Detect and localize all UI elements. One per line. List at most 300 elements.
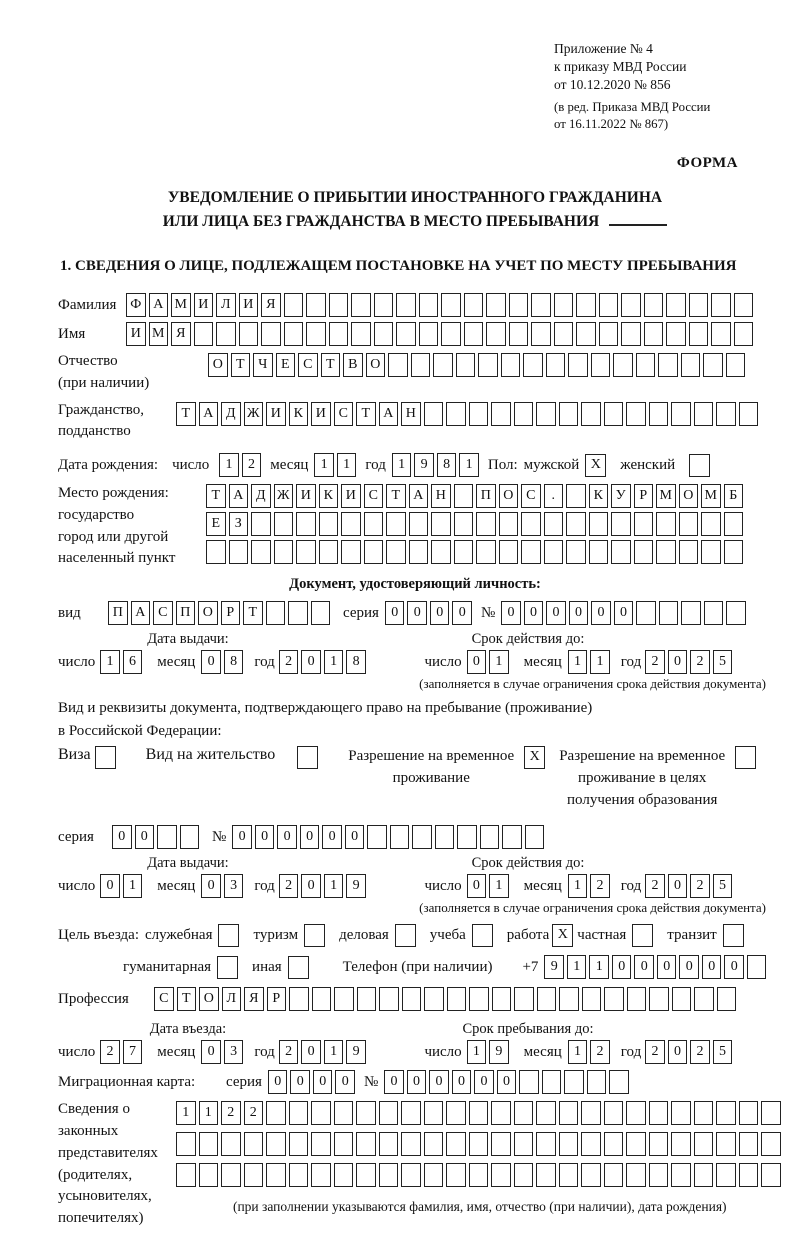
mig-series-input[interactable] (268, 1070, 358, 1094)
char-box[interactable]: 0 (268, 1070, 288, 1094)
char-box[interactable] (536, 402, 556, 426)
char-box[interactable] (649, 1101, 669, 1125)
char-box[interactable] (666, 322, 686, 346)
char-box[interactable]: П (176, 601, 196, 625)
char-box[interactable] (441, 322, 461, 346)
char-box[interactable] (734, 322, 754, 346)
visa-checkbox[interactable] (95, 746, 116, 769)
char-box[interactable]: 0 (569, 601, 589, 625)
char-box[interactable] (401, 1101, 421, 1125)
char-box[interactable] (576, 322, 596, 346)
legal-reps-input-row2[interactable] (176, 1132, 784, 1156)
char-box[interactable] (739, 1132, 759, 1156)
purpose-private-checkbox[interactable] (632, 924, 653, 947)
profession-input[interactable] (154, 987, 739, 1011)
char-box[interactable]: 1 (568, 1040, 588, 1064)
char-box[interactable]: А (409, 484, 429, 508)
char-box[interactable] (613, 353, 633, 377)
char-box[interactable] (611, 512, 631, 536)
char-box[interactable] (296, 512, 316, 536)
char-box[interactable] (419, 293, 439, 317)
residence-permit-checkbox[interactable] (297, 746, 318, 769)
char-box[interactable] (469, 987, 489, 1011)
char-box[interactable] (486, 293, 506, 317)
char-box[interactable] (311, 1163, 331, 1187)
char-box[interactable] (289, 987, 309, 1011)
char-box[interactable]: 1 (568, 874, 588, 898)
char-box[interactable]: 0 (301, 650, 321, 674)
char-box[interactable] (761, 1101, 781, 1125)
char-box[interactable]: 2 (244, 1101, 264, 1125)
char-box[interactable] (649, 1163, 669, 1187)
char-box[interactable] (724, 512, 744, 536)
char-box[interactable]: 1 (567, 955, 587, 979)
purpose-study-checkbox[interactable] (472, 924, 493, 947)
stay-month-input[interactable] (568, 1040, 613, 1064)
char-box[interactable]: 1 (589, 955, 609, 979)
char-box[interactable] (289, 1132, 309, 1156)
purpose-humanitarian-checkbox[interactable] (217, 956, 238, 979)
char-box[interactable] (274, 512, 294, 536)
char-box[interactable] (537, 987, 557, 1011)
char-box[interactable]: 0 (524, 601, 544, 625)
char-box[interactable] (559, 1101, 579, 1125)
char-box[interactable] (649, 987, 669, 1011)
char-box[interactable]: П (108, 601, 128, 625)
char-box[interactable] (478, 353, 498, 377)
char-box[interactable] (329, 322, 349, 346)
char-box[interactable]: 0 (201, 650, 221, 674)
char-box[interactable] (351, 322, 371, 346)
char-box[interactable]: 8 (224, 650, 244, 674)
phone-input[interactable] (544, 955, 769, 979)
char-box[interactable] (411, 353, 431, 377)
char-box[interactable] (564, 1070, 584, 1094)
char-box[interactable]: Я (244, 987, 264, 1011)
char-box[interactable] (311, 1101, 331, 1125)
char-box[interactable]: 0 (277, 825, 297, 849)
char-box[interactable] (739, 1101, 759, 1125)
char-box[interactable] (311, 601, 331, 625)
char-box[interactable] (386, 540, 406, 564)
char-box[interactable] (544, 540, 564, 564)
purpose-official-checkbox[interactable] (218, 924, 239, 947)
char-box[interactable]: 0 (407, 601, 427, 625)
char-box[interactable]: 0 (546, 601, 566, 625)
char-box[interactable] (296, 540, 316, 564)
char-box[interactable] (216, 322, 236, 346)
char-box[interactable]: Т (231, 353, 251, 377)
char-box[interactable]: Т (176, 402, 196, 426)
char-box[interactable]: Я (171, 322, 191, 346)
char-box[interactable] (431, 512, 451, 536)
char-box[interactable]: Т (356, 402, 376, 426)
char-box[interactable]: 9 (544, 955, 564, 979)
char-box[interactable]: 9 (489, 1040, 509, 1064)
surname-input[interactable] (126, 293, 756, 317)
char-box[interactable] (306, 322, 326, 346)
char-box[interactable]: 0 (301, 874, 321, 898)
char-box[interactable]: 2 (690, 1040, 710, 1064)
char-box[interactable]: 2 (100, 1040, 120, 1064)
char-box[interactable]: Е (206, 512, 226, 536)
char-box[interactable] (502, 825, 522, 849)
char-box[interactable] (396, 322, 416, 346)
char-box[interactable] (341, 540, 361, 564)
entry-day-input[interactable] (100, 1040, 145, 1064)
char-box[interactable] (694, 987, 714, 1011)
char-box[interactable]: 9 (346, 1040, 366, 1064)
char-box[interactable]: 0 (430, 601, 450, 625)
char-box[interactable]: 0 (300, 825, 320, 849)
char-box[interactable]: 1 (324, 874, 344, 898)
char-box[interactable]: 0 (702, 955, 722, 979)
char-box[interactable]: А (229, 484, 249, 508)
char-box[interactable]: 8 (437, 453, 457, 477)
char-box[interactable] (239, 322, 259, 346)
char-box[interactable] (244, 1163, 264, 1187)
permit-valid-day-input[interactable] (467, 874, 512, 898)
char-box[interactable] (306, 293, 326, 317)
char-box[interactable]: А (379, 402, 399, 426)
char-box[interactable]: Д (251, 484, 271, 508)
char-box[interactable]: И (296, 484, 316, 508)
patronymic-input[interactable] (208, 353, 748, 377)
char-box[interactable]: Б (724, 484, 744, 508)
char-box[interactable] (658, 353, 678, 377)
permit-issue-year-input[interactable] (279, 874, 369, 898)
char-box[interactable] (531, 293, 551, 317)
char-box[interactable]: 0 (668, 650, 688, 674)
char-box[interactable] (627, 987, 647, 1011)
char-box[interactable] (424, 1163, 444, 1187)
char-box[interactable] (679, 512, 699, 536)
char-box[interactable] (386, 512, 406, 536)
char-box[interactable]: 3 (224, 874, 244, 898)
temp-residence-edu-checkbox[interactable] (735, 746, 756, 769)
char-box[interactable]: 0 (614, 601, 634, 625)
char-box[interactable]: С (298, 353, 318, 377)
char-box[interactable] (454, 540, 474, 564)
char-box[interactable]: 0 (612, 955, 632, 979)
char-box[interactable] (221, 1163, 241, 1187)
char-box[interactable] (523, 353, 543, 377)
char-box[interactable]: О (366, 353, 386, 377)
char-box[interactable] (409, 512, 429, 536)
char-box[interactable]: 6 (123, 650, 143, 674)
char-box[interactable]: И (126, 322, 146, 346)
char-box[interactable]: О (679, 484, 699, 508)
char-box[interactable] (356, 1132, 376, 1156)
char-box[interactable] (514, 402, 534, 426)
char-box[interactable] (446, 402, 466, 426)
char-box[interactable]: А (149, 293, 169, 317)
char-box[interactable]: К (589, 484, 609, 508)
char-box[interactable] (284, 322, 304, 346)
char-box[interactable] (311, 1132, 331, 1156)
char-box[interactable]: . (544, 484, 564, 508)
char-box[interactable] (431, 540, 451, 564)
char-box[interactable] (199, 1163, 219, 1187)
char-box[interactable]: И (311, 402, 331, 426)
char-box[interactable]: 1 (459, 453, 479, 477)
char-box[interactable]: Ф (126, 293, 146, 317)
char-box[interactable]: 1 (489, 874, 509, 898)
char-box[interactable] (604, 987, 624, 1011)
char-box[interactable] (659, 601, 679, 625)
char-box[interactable] (609, 1070, 629, 1094)
purpose-business-checkbox[interactable] (395, 924, 416, 947)
char-box[interactable] (644, 322, 664, 346)
char-box[interactable]: 2 (645, 874, 665, 898)
permit-number-input[interactable] (232, 825, 547, 849)
char-box[interactable] (671, 1163, 691, 1187)
char-box[interactable]: 3 (224, 1040, 244, 1064)
birth-place-input-row3[interactable] (206, 540, 746, 564)
char-box[interactable] (319, 540, 339, 564)
char-box[interactable]: 2 (690, 650, 710, 674)
char-box[interactable] (694, 1163, 714, 1187)
char-box[interactable] (364, 540, 384, 564)
char-box[interactable]: Н (401, 402, 421, 426)
char-box[interactable] (542, 1070, 562, 1094)
char-box[interactable]: О (208, 353, 228, 377)
char-box[interactable] (514, 1101, 534, 1125)
char-box[interactable]: 2 (279, 874, 299, 898)
char-box[interactable] (469, 402, 489, 426)
char-box[interactable] (454, 484, 474, 508)
char-box[interactable]: 0 (313, 1070, 333, 1094)
char-box[interactable] (621, 322, 641, 346)
char-box[interactable] (649, 402, 669, 426)
char-box[interactable] (491, 1101, 511, 1125)
char-box[interactable] (509, 293, 529, 317)
char-box[interactable] (636, 353, 656, 377)
char-box[interactable] (536, 1132, 556, 1156)
char-box[interactable]: 5 (713, 874, 733, 898)
char-box[interactable] (681, 601, 701, 625)
char-box[interactable]: С (364, 484, 384, 508)
char-box[interactable]: 9 (346, 874, 366, 898)
char-box[interactable]: 0 (201, 874, 221, 898)
char-box[interactable] (312, 987, 332, 1011)
birth-place-input-row1[interactable] (206, 484, 746, 508)
char-box[interactable]: В (343, 353, 363, 377)
char-box[interactable] (739, 1163, 759, 1187)
char-box[interactable]: 0 (668, 1040, 688, 1064)
char-box[interactable]: О (198, 601, 218, 625)
char-box[interactable]: О (199, 987, 219, 1011)
char-box[interactable]: 2 (221, 1101, 241, 1125)
char-box[interactable]: Е (276, 353, 296, 377)
purpose-tourism-checkbox[interactable] (304, 924, 325, 947)
char-box[interactable] (536, 1101, 556, 1125)
char-box[interactable] (390, 825, 410, 849)
char-box[interactable]: 0 (407, 1070, 427, 1094)
char-box[interactable] (589, 540, 609, 564)
char-box[interactable] (447, 987, 467, 1011)
char-box[interactable] (509, 322, 529, 346)
char-box[interactable] (266, 1163, 286, 1187)
char-box[interactable] (433, 353, 453, 377)
char-box[interactable] (396, 293, 416, 317)
char-box[interactable]: У (611, 484, 631, 508)
mig-number-input[interactable] (384, 1070, 632, 1094)
char-box[interactable]: Т (206, 484, 226, 508)
char-box[interactable]: Ч (253, 353, 273, 377)
char-box[interactable] (544, 512, 564, 536)
char-box[interactable] (499, 512, 519, 536)
char-box[interactable] (229, 540, 249, 564)
char-box[interactable]: 0 (201, 1040, 221, 1064)
char-box[interactable] (289, 1163, 309, 1187)
char-box[interactable]: Р (267, 987, 287, 1011)
char-box[interactable]: 0 (429, 1070, 449, 1094)
char-box[interactable]: 1 (176, 1101, 196, 1125)
char-box[interactable] (261, 322, 281, 346)
char-box[interactable]: К (289, 402, 309, 426)
char-box[interactable] (761, 1163, 781, 1187)
char-box[interactable] (401, 1163, 421, 1187)
char-box[interactable] (636, 601, 656, 625)
char-box[interactable]: 0 (290, 1070, 310, 1094)
char-box[interactable]: П (476, 484, 496, 508)
char-box[interactable]: И (239, 293, 259, 317)
doc-series-input[interactable] (385, 601, 475, 625)
char-box[interactable] (476, 540, 496, 564)
char-box[interactable]: 1 (489, 650, 509, 674)
char-box[interactable] (424, 1132, 444, 1156)
char-box[interactable] (716, 1163, 736, 1187)
char-box[interactable]: 5 (713, 650, 733, 674)
char-box[interactable] (419, 322, 439, 346)
doc-valid-month-input[interactable] (568, 650, 613, 674)
char-box[interactable] (591, 353, 611, 377)
char-box[interactable] (626, 1132, 646, 1156)
char-box[interactable] (364, 512, 384, 536)
char-box[interactable] (626, 1163, 646, 1187)
char-box[interactable] (514, 1132, 534, 1156)
char-box[interactable] (626, 402, 646, 426)
char-box[interactable] (514, 987, 534, 1011)
char-box[interactable]: 1 (199, 1101, 219, 1125)
char-box[interactable]: 0 (497, 1070, 517, 1094)
char-box[interactable] (492, 987, 512, 1011)
char-box[interactable] (734, 293, 754, 317)
permit-series-input[interactable] (112, 825, 202, 849)
char-box[interactable]: 0 (501, 601, 521, 625)
char-box[interactable] (671, 402, 691, 426)
char-box[interactable] (581, 402, 601, 426)
char-box[interactable] (726, 601, 746, 625)
char-box[interactable]: 0 (679, 955, 699, 979)
char-box[interactable] (379, 1163, 399, 1187)
char-box[interactable] (701, 512, 721, 536)
char-box[interactable] (244, 1132, 264, 1156)
char-box[interactable]: 0 (657, 955, 677, 979)
char-box[interactable]: 0 (668, 874, 688, 898)
char-box[interactable]: Н (431, 484, 451, 508)
char-box[interactable] (559, 987, 579, 1011)
char-box[interactable]: 0 (301, 1040, 321, 1064)
char-box[interactable] (566, 512, 586, 536)
char-box[interactable] (711, 322, 731, 346)
char-box[interactable] (446, 1101, 466, 1125)
char-box[interactable]: 0 (467, 650, 487, 674)
char-box[interactable] (274, 540, 294, 564)
char-box[interactable]: С (334, 402, 354, 426)
char-box[interactable]: 1 (337, 453, 357, 477)
char-box[interactable] (656, 512, 676, 536)
purpose-other-checkbox[interactable] (288, 956, 309, 979)
char-box[interactable] (656, 540, 676, 564)
char-box[interactable] (536, 1163, 556, 1187)
char-box[interactable]: 0 (112, 825, 132, 849)
char-box[interactable]: 0 (467, 874, 487, 898)
char-box[interactable] (374, 322, 394, 346)
char-box[interactable] (379, 1101, 399, 1125)
char-box[interactable] (424, 987, 444, 1011)
char-box[interactable]: 0 (322, 825, 342, 849)
char-box[interactable] (288, 601, 308, 625)
name-input[interactable] (126, 322, 756, 346)
char-box[interactable] (599, 322, 619, 346)
birth-month-input[interactable] (314, 453, 359, 477)
char-box[interactable] (476, 512, 496, 536)
char-box[interactable] (525, 825, 545, 849)
char-box[interactable]: 2 (645, 1040, 665, 1064)
legal-reps-input-row3[interactable] (176, 1163, 784, 1187)
char-box[interactable] (604, 1132, 624, 1156)
doc-issue-month-input[interactable] (201, 650, 246, 674)
char-box[interactable] (672, 987, 692, 1011)
char-box[interactable] (716, 402, 736, 426)
char-box[interactable] (441, 293, 461, 317)
char-box[interactable]: 0 (335, 1070, 355, 1094)
char-box[interactable]: 2 (590, 874, 610, 898)
char-box[interactable] (266, 1101, 286, 1125)
char-box[interactable] (356, 1163, 376, 1187)
doc-issue-year-input[interactable] (279, 650, 369, 674)
char-box[interactable] (206, 540, 226, 564)
char-box[interactable]: 7 (123, 1040, 143, 1064)
purpose-transit-checkbox[interactable] (723, 924, 744, 947)
char-box[interactable]: Л (216, 293, 236, 317)
permit-valid-year-input[interactable] (645, 874, 735, 898)
char-box[interactable] (409, 540, 429, 564)
char-box[interactable] (499, 540, 519, 564)
char-box[interactable] (341, 512, 361, 536)
char-box[interactable] (611, 540, 631, 564)
char-box[interactable]: И (194, 293, 214, 317)
char-box[interactable]: 8 (346, 650, 366, 674)
char-box[interactable] (357, 987, 377, 1011)
char-box[interactable] (464, 322, 484, 346)
char-box[interactable] (521, 540, 541, 564)
char-box[interactable] (514, 1163, 534, 1187)
char-box[interactable]: 2 (590, 1040, 610, 1064)
char-box[interactable] (464, 293, 484, 317)
entry-year-input[interactable] (279, 1040, 369, 1064)
char-box[interactable]: 0 (452, 1070, 472, 1094)
char-box[interactable]: Л (222, 987, 242, 1011)
purpose-work-checkbox[interactable]: X (552, 924, 573, 947)
char-box[interactable] (694, 1101, 714, 1125)
char-box[interactable]: К (319, 484, 339, 508)
char-box[interactable]: Т (386, 484, 406, 508)
char-box[interactable]: С (154, 987, 174, 1011)
char-box[interactable]: 2 (690, 874, 710, 898)
